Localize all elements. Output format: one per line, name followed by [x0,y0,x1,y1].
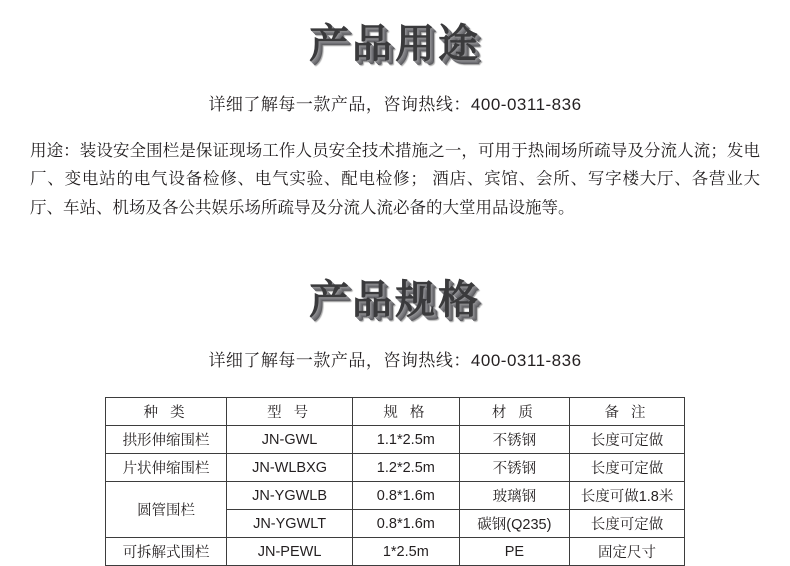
table-row [106,482,685,510]
spec-table [105,397,685,566]
cell-model: JN-PEWL [227,538,353,566]
section-title-spec: 产品规格 [309,277,481,324]
table-header-row [106,398,685,426]
cell-kind: 片状伸缩围栏 [106,454,227,482]
cell-spec: 0.8*1.6m [353,482,460,510]
header-spec: 规 格 [353,398,460,426]
cell-spec: 1.1*2.5m [353,426,460,454]
cell-material: PE [459,538,569,566]
spec-table-wrapper [0,397,790,566]
cell-note: 长度可做1.8米 [570,482,685,510]
cell-note: 长度可定做 [570,426,685,454]
cell-material: 不锈钢 [459,454,569,482]
cell-model: JN-YGWLB [227,482,353,510]
cell-spec: 0.8*1.6m [353,510,460,538]
hotline-subtitle-usage: 详细了解每一款产品，咨询热线：400-0311-836 [208,95,582,114]
cell-material: 不锈钢 [459,426,569,454]
cell-note: 长度可定做 [570,454,685,482]
header-model: 型 号 [227,398,353,426]
cell-kind: 圆管围栏 [106,482,227,538]
table-row [106,538,685,566]
cell-model: JN-WLBXG [227,454,353,482]
cell-spec: 1*2.5m [353,538,460,566]
cell-material: 碳钢(Q235) [459,510,569,538]
header-material: 材 质 [459,398,569,426]
header-kind: 种 类 [106,398,227,426]
hotline-subtitle-spec: 详细了解每一款产品，咨询热线：400-0311-836 [208,351,582,371]
cell-material: 玻璃钢 [459,482,569,510]
section-title-usage: 产品用途 [309,21,481,67]
usage-paragraph: 用途：装设安全围栏是保证现场工作人员安全技术措施之一，可用于热闹场所疏导及分流人流；发电厂、变电站的电气设备检修、电气实验、配电检修； 酒店、宾馆、会所、写字楼大厅、各营业大厅、车站、机场及各公共娱乐场所疏导及分流人流必备的大堂用品设施等。 [30,142,760,217]
header-note: 备 注 [570,398,685,426]
cell-kind: 可拆解式围栏 [106,538,227,566]
table-row [106,454,685,482]
cell-model: JN-GWL [227,426,353,454]
cell-note: 长度可定做 [570,510,685,538]
cell-kind: 拱形伸缩围栏 [106,426,227,454]
table-row [106,426,685,454]
cell-spec: 1.2*2.5m [353,454,460,482]
cell-model: JN-YGWLT [227,510,353,538]
cell-note: 固定尺寸 [570,538,685,566]
